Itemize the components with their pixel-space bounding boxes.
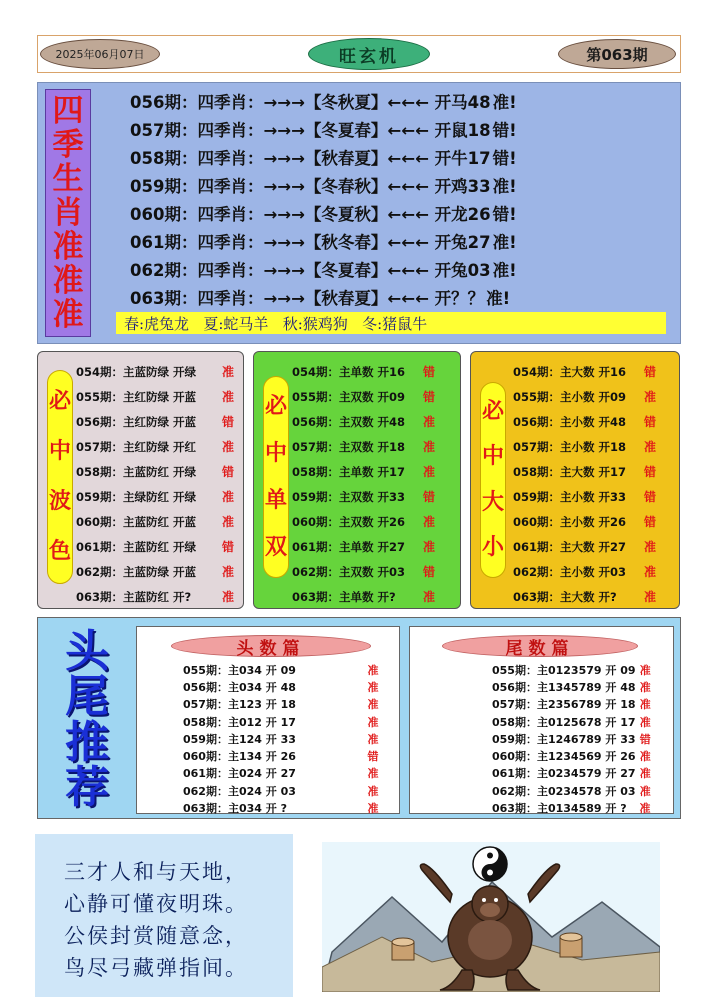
item-text: 061期：主024 开 27 (183, 767, 296, 781)
item-text: 062期：四季肖：→→→【冬夏春】←←← 开兔03 (130, 261, 491, 280)
item-text: 054期：主大数 开16 (513, 364, 627, 379)
item-text: 063期：主034 开 ? (183, 802, 287, 816)
list-item (513, 359, 659, 384)
list-item (130, 255, 650, 283)
list-item (183, 696, 383, 713)
item-result: 错 (422, 365, 435, 379)
item-result: 准 (422, 540, 435, 554)
item-result: 准 (422, 515, 435, 529)
item-text: 060期：主蓝防红 开蓝 (76, 514, 197, 529)
list-item (513, 534, 659, 559)
item-text: 057期：主123 开 18 (183, 698, 296, 712)
item-text: 062期：主小数 开03 (513, 564, 627, 579)
item-result: 准 (367, 698, 379, 712)
item-text: 061期：主大数 开27 (513, 539, 627, 554)
poem-line: 鸟尽弓藏弹指间。 (64, 956, 248, 980)
item-text: 059期：主124 开 33 (183, 732, 296, 746)
list-item (76, 434, 237, 459)
item-text: 063期：主0134589 开 ? (492, 802, 627, 816)
item-text: 061期：主0234579 开 27 (492, 767, 636, 781)
item-result: 准 (422, 415, 435, 429)
list-item (76, 384, 237, 409)
item-result: 准 (221, 590, 234, 604)
list-item (76, 359, 237, 384)
item-text: 058期：主0125678 开 17 (492, 715, 636, 729)
item-result: 准 (422, 590, 435, 604)
list-item (130, 87, 650, 115)
item-text: 057期：主红防绿 开红 (76, 439, 197, 454)
list-item (492, 678, 655, 695)
item-result: 准 (639, 784, 651, 798)
seasons-title-char: 生 (52, 161, 84, 197)
item-text: 055期：主红防绿 开蓝 (76, 389, 197, 404)
item-result: 错! (492, 205, 517, 224)
seasons-title-char: 四 (52, 93, 84, 129)
item-text: 056期：四季肖：→→→【冬秋夏】←←← 开马48 (130, 93, 491, 112)
wave-color-title (47, 370, 73, 584)
item-result: 准 (221, 515, 234, 529)
list-item (292, 359, 438, 384)
seasons-title-char: 季 (52, 127, 84, 163)
list-item (183, 678, 383, 695)
item-text: 056期：主双数 开48 (292, 414, 406, 429)
list-item (492, 661, 655, 678)
odd-even-title-char: 双 (264, 534, 287, 560)
list-item (183, 713, 383, 730)
odd-even-title-char: 单 (264, 487, 287, 513)
item-text: 056期：主小数 开48 (513, 414, 627, 429)
item-text: 060期：主1234569 开 26 (492, 750, 636, 764)
tail-number-title: 尾数篇 (442, 635, 638, 657)
list-item (130, 227, 650, 255)
poem-line: 三才人和与天地， (64, 860, 248, 884)
list-item (513, 509, 659, 534)
item-text: 061期：主蓝防红 开绿 (76, 539, 197, 554)
head-tail-title-char: 推 (65, 716, 109, 768)
head-number-title: 头数篇 (171, 635, 371, 657)
item-text: 055期：主双数 开09 (292, 389, 406, 404)
item-result: 准 (639, 767, 651, 781)
seasons-title-char: 准 (52, 297, 84, 333)
list-item (492, 747, 655, 764)
list-item (292, 509, 438, 534)
item-result: 错 (639, 732, 651, 746)
odd-even-title-char: 中 (264, 440, 287, 466)
list-item (130, 283, 650, 311)
poem-line: 心静可懂夜明珠。 (64, 892, 248, 916)
list-item (513, 459, 659, 484)
brand-logo: 旺玄机 (308, 38, 430, 70)
poem-panel (35, 834, 293, 997)
list-item (492, 765, 655, 782)
item-result: 准 (221, 490, 234, 504)
item-result: 准! (492, 93, 517, 112)
item-text: 056期：主1345789 开 48 (492, 680, 636, 694)
item-result: 准 (367, 715, 379, 729)
odd-even-title-char: 必 (264, 393, 287, 419)
wave-color-title-char: 波 (48, 489, 71, 514)
item-result: 准 (643, 540, 656, 554)
item-text: 059期：主小数 开33 (513, 489, 627, 504)
date-badge: 2025年06月07日 (40, 39, 160, 69)
item-result: 准 (367, 802, 379, 816)
item-text: 063期：主单数 开? (292, 589, 396, 604)
item-text: 062期：主蓝防绿 开蓝 (76, 564, 197, 579)
gorilla-yin-yang-illustration (322, 842, 660, 992)
list-item (513, 409, 659, 434)
head-tail-panel (37, 617, 681, 819)
four-seasons-panel (37, 82, 681, 344)
tail-number-list (492, 661, 655, 817)
item-result: 错! (492, 121, 517, 140)
item-text: 057期：主2356789 开 18 (492, 698, 636, 712)
item-result: 准 (367, 680, 379, 694)
item-result: 错 (422, 565, 435, 579)
item-result: 准 (643, 390, 656, 404)
item-text: 058期：主012 开 17 (183, 715, 296, 729)
wave-color-list (76, 359, 237, 609)
item-result: 准! (492, 233, 517, 252)
item-result: 准 (639, 750, 651, 764)
item-text: 059期：主绿防红 开绿 (76, 489, 197, 504)
list-item (492, 799, 655, 816)
item-text: 057期：主双数 开18 (292, 439, 406, 454)
list-item (292, 484, 438, 509)
item-text: 057期：四季肖：→→→【冬夏春】←←← 开鼠18 (130, 121, 491, 140)
item-text: 058期：主大数 开17 (513, 464, 627, 479)
head-tail-title (48, 626, 126, 813)
season-legend: 春:虎兔龙 夏:蛇马羊 秋:猴鸡狗 冬:猪鼠牛 (116, 312, 666, 334)
list-item (183, 782, 383, 799)
item-text: 063期：四季肖：→→→【秋春夏】←←← 开？？ (130, 289, 485, 308)
item-result: 准 (221, 365, 234, 379)
item-result: 准 (422, 465, 435, 479)
head-tail-title-char: 头 (65, 626, 109, 677)
item-result: 准 (639, 698, 651, 712)
list-item (183, 765, 383, 782)
seasons-title-char: 准 (52, 263, 84, 299)
item-result: 准! (492, 261, 517, 280)
item-result: 准 (639, 715, 651, 729)
item-result: 准 (367, 767, 379, 781)
item-text: 058期：主单数 开17 (292, 464, 406, 479)
item-text: 055期：主小数 开09 (513, 389, 627, 404)
item-text: 058期：四季肖：→→→【秋春夏】←←← 开牛17 (130, 149, 491, 168)
head-number-list (183, 661, 383, 817)
list-item (292, 384, 438, 409)
item-result: 准 (367, 784, 379, 798)
item-text: 055期：主0123579 开 09 (492, 663, 636, 677)
item-text: 059期：四季肖：→→→【冬春秋】←←← 开鸡33 (130, 177, 491, 196)
list-item (292, 584, 438, 609)
list-item (183, 661, 383, 678)
poem-line: 公侯封赏随意念， (64, 924, 248, 948)
head-tail-title-char: 荐 (65, 761, 109, 813)
wave-color-title-char: 中 (48, 439, 71, 464)
list-item (76, 409, 237, 434)
item-result: 准 (643, 590, 656, 604)
odd-even-title (263, 376, 289, 578)
item-result: 准 (639, 680, 651, 694)
list-item (130, 171, 650, 199)
seasons-title-char: 肖 (52, 195, 84, 231)
item-result: 准! (486, 289, 511, 308)
list-item (513, 484, 659, 509)
list-item (76, 509, 237, 534)
item-result: 准 (221, 565, 234, 579)
list-item (183, 730, 383, 747)
big-small-title-char: 中 (481, 444, 504, 470)
item-text: 055期：主034 开 09 (183, 663, 296, 677)
item-text: 061期：主单数 开27 (292, 539, 406, 554)
seasons-title-char: 准 (52, 229, 84, 265)
big-small-title-char: 小 (481, 535, 504, 561)
big-small-title-char: 大 (481, 489, 504, 515)
list-item (76, 484, 237, 509)
four-seasons-list (130, 87, 650, 311)
item-text: 054期：主单数 开16 (292, 364, 406, 379)
list-item (513, 559, 659, 584)
list-item (492, 696, 655, 713)
wave-color-panel (37, 351, 244, 609)
item-text: 059期：主双数 开33 (292, 489, 406, 504)
item-text: 060期：四季肖：→→→【冬夏秋】←←← 开龙26 (130, 205, 491, 224)
item-result: 错 (643, 515, 656, 529)
item-result: 错 (422, 390, 435, 404)
list-item (492, 713, 655, 730)
list-item (292, 534, 438, 559)
item-result: 准 (221, 440, 234, 454)
item-result: 准 (367, 663, 379, 677)
list-item (292, 559, 438, 584)
list-item (492, 730, 655, 747)
item-text: 063期：主大数 开? (513, 589, 617, 604)
big-small-list (513, 359, 659, 609)
list-item (513, 434, 659, 459)
list-item (130, 143, 650, 171)
item-text: 062期：主0234578 开 03 (492, 784, 636, 798)
item-result: 错 (643, 415, 656, 429)
item-result: 错 (221, 540, 234, 554)
item-text: 062期：主双数 开03 (292, 564, 406, 579)
item-result: 错 (643, 465, 656, 479)
item-text: 057期：主小数 开18 (513, 439, 627, 454)
item-result: 准! (492, 177, 517, 196)
item-result: 准 (221, 390, 234, 404)
item-result: 错 (221, 415, 234, 429)
item-result: 错 (643, 490, 656, 504)
list-item (76, 584, 237, 609)
item-result: 准 (367, 732, 379, 746)
head-number-box (136, 626, 400, 814)
item-result: 准 (643, 565, 656, 579)
four-seasons-title (45, 89, 91, 337)
list-item (292, 459, 438, 484)
list-item (183, 747, 383, 764)
item-text: 060期：主双数 开26 (292, 514, 406, 529)
list-item (130, 199, 650, 227)
odd-even-panel (253, 351, 461, 609)
item-text: 063期：主蓝防红 开? (76, 589, 192, 604)
list-item (492, 782, 655, 799)
item-result: 错 (221, 465, 234, 479)
list-item (76, 534, 237, 559)
big-small-title-char: 必 (481, 398, 504, 424)
item-result: 错! (492, 149, 517, 168)
item-result: 准 (639, 663, 651, 677)
list-item (76, 559, 237, 584)
list-item (292, 409, 438, 434)
big-small-title (480, 382, 506, 578)
item-result: 准 (643, 440, 656, 454)
item-text: 054期：主蓝防绿 开绿 (76, 364, 197, 379)
odd-even-list (292, 359, 438, 609)
item-result: 准 (422, 440, 435, 454)
item-text: 058期：主蓝防红 开绿 (76, 464, 197, 479)
list-item (76, 459, 237, 484)
item-result: 错 (422, 490, 435, 504)
item-text: 060期：主小数 开26 (513, 514, 627, 529)
item-result: 准 (639, 802, 651, 816)
item-text: 062期：主024 开 03 (183, 784, 296, 798)
list-item (513, 584, 659, 609)
item-text: 059期：主1246789 开 33 (492, 732, 636, 746)
list-item (292, 434, 438, 459)
list-item (130, 115, 650, 143)
wave-color-title-char: 色 (48, 539, 71, 564)
item-text: 056期：主034 开 48 (183, 680, 296, 694)
big-small-panel (470, 351, 680, 609)
head-tail-title-char: 尾 (65, 671, 109, 723)
gorilla-yin-yang-icon (322, 842, 660, 992)
item-text: 056期：主红防绿 开蓝 (76, 414, 197, 429)
issue-badge: 第063期 (558, 39, 676, 69)
item-result: 错 (643, 365, 656, 379)
tail-number-box (409, 626, 674, 814)
item-text: 060期：主134 开 26 (183, 750, 296, 764)
item-text: 061期：四季肖：→→→【秋冬春】←←← 开兔27 (130, 233, 491, 252)
list-item (513, 384, 659, 409)
wave-color-title-char: 必 (48, 389, 71, 414)
item-result: 错 (367, 750, 379, 764)
header-bar (37, 35, 681, 73)
list-item (183, 799, 383, 816)
